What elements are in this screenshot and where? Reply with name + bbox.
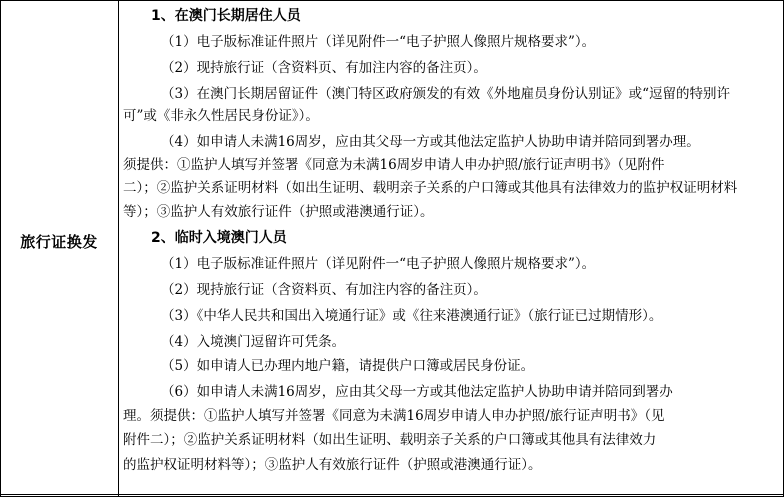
section-2-title: 2、临时入境澳门人员 xyxy=(151,230,287,246)
section-1-line: （4）如申请人未满16周岁，应由其父母一方或其他法定监护人协助申请并陪同到署办理。 xyxy=(161,134,700,150)
section-2-line: （4）入境澳门逗留许可凭条。 xyxy=(161,334,346,350)
section-1-line: 二）；②监护关系证明材料（如出生证明、载明亲子关系的户口簿或其他具有法律效力的监护权证明材料 xyxy=(123,180,738,196)
row-label: 旅行证换发 xyxy=(20,232,98,251)
section-1-title: 1、在澳门长期居住人员 xyxy=(151,8,301,24)
section-1-line: 等）；③监护人有效旅行证件（护照或港澳通行证）。 xyxy=(123,204,434,220)
row-label-cell xyxy=(0,0,118,497)
section-1-line: 须提供：①监护人填写并签署《同意为未满16周岁申请人申办护照/旅行证声明书》（见附件 xyxy=(123,157,665,173)
section-2-line: 理。须提供：①监护人填写并签署《同意为未满16周岁申请人申办护照/旅行证声明书》（见 xyxy=(123,408,665,424)
section-2-line: 的监护权证明材料等）；③监护人有效旅行证件（护照或港澳通行证）。 xyxy=(123,457,542,473)
section-1-line: （1）电子版标准证件照片（详见附件一“电子护照人像照片规格要求”）。 xyxy=(161,34,596,50)
section-2-line: （6）如申请人未满16周岁，应由其父母一方或其他法定监护人协助申请并陪同到署办 xyxy=(161,384,673,400)
section-2-line: （3）《中华人民共和国出入境通行证》或《往来港澳通行证》（旅行证已过期情形）。 xyxy=(161,308,663,324)
section-1-line: （2）现持旅行证（含资料页、有加注内容的备注页）。 xyxy=(161,60,487,76)
section-2-line: （1）电子版标准证件照片（详见附件一“电子护照人像照片规格要求”）。 xyxy=(161,256,596,272)
section-1-line: 可”或《非永久性居民身份证》）。 xyxy=(123,108,319,124)
section-2-line: （2）现持旅行证（含资料页、有加注内容的备注页）。 xyxy=(161,282,487,298)
content-cell xyxy=(119,0,779,497)
section-2-line: （5）如申请人已办理内地户籍，请提供户口簿或居民身份证。 xyxy=(161,358,535,374)
section-1-line: （3）在澳门长期居留证件（澳门特区政府颁发的有效《外地雇员身份认别证》或“逗留的特别许 xyxy=(161,86,730,102)
section-2-line: 附件二）；②监护关系证明材料（如出生证明、载明亲子关系的户口簿或其他具有法律效力 xyxy=(123,432,657,448)
